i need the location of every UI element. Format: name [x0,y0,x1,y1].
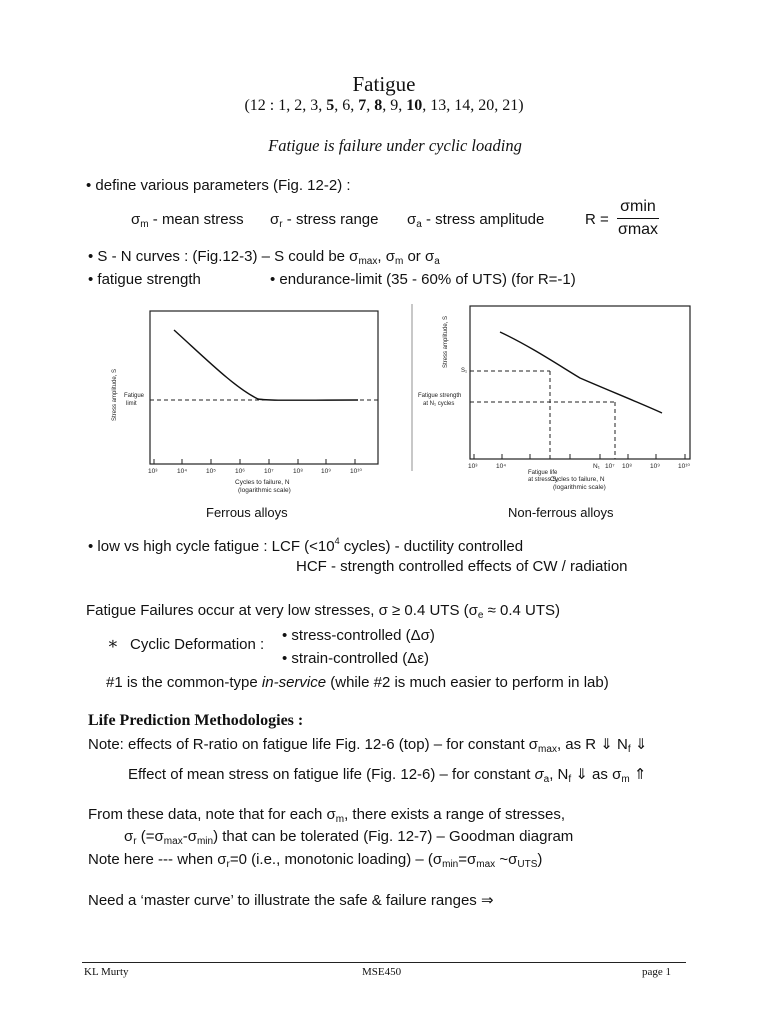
ferrous-limit-label-1: Fatigue [124,393,145,399]
from-data-line: From these data, note that for each $\sigma_m$, there exists a range of stresses, [88,806,566,825]
nonferrous-life-label-2: at stress S₁ [528,477,559,483]
life-prediction-heading: Life Prediction Methodologies : [88,712,304,729]
hcf-line: HCF - strength controlled effects of CW / radiation [296,558,628,575]
nonferrous-tick-5: 10⁸ [622,463,632,470]
fatigue-failures-line: Fatigue Failures occur at very low stresses, σ ≥ 0.4 UTS ($\sigma_e \approx 0.4$ UTS) [86,602,561,621]
cyclic-deformation-label: Cyclic Deformation : [130,636,265,653]
footer-rule [82,962,686,963]
nonferrous-n1-label: N₁ [593,463,600,470]
effect-mean-stress: Effect of mean stress on fatigue life (Fig. 12-6) – for constant $\sigma_a$, $N_f$ ⇓ as $\sigma_m$ ⇑ [128,766,647,785]
ferrous-tick-3: 10⁶ [235,468,245,475]
ferrous-limit-label-2: limit [126,401,137,407]
bullet-lcf: • low vs high cycle fatigue : LCF ($<10^4$ cycles) - ductility controlled [88,536,524,555]
r-ratio-numerator: σmin [620,198,656,215]
ferrous-tick-7: 10¹⁰ [350,468,363,475]
caption-ferrous: Ferrous alloys [206,505,288,520]
bullet-sn-curves: • S - N curves : (Fig.12-3) – S could be $\sigma_{max}$, $\sigma_m$ or $\sigma_a$ [88,248,440,267]
nonferrous-strength-label-1: Fatigue strength [418,393,462,399]
r-ratio-denominator: σmax [617,221,659,238]
nonferrous-tick-7: 10¹⁰ [678,463,691,470]
caption-nonferrous: Non-ferrous alloys [508,505,614,520]
nonferrous-ticks [474,454,685,459]
common-type-line: #1 is the common-type in-service (while #2 is much easier to perform in lab) [106,674,609,691]
bullet-define: • define various parameters (Fig. 12-2) : [86,177,351,194]
nonferrous-strength-label-2: at N₁ cycles [423,401,455,407]
tagline: Fatigue is failure under cyclic loading [268,136,522,155]
r-ratio-fraction [617,198,659,239]
ferrous-tick-0: 10³ [148,468,158,475]
param-mean-stress: $\sigma_m$ - mean stress [131,211,244,230]
ferrous-ticks [154,459,355,464]
param-stress-range: $\sigma_r$ - stress range [270,211,379,230]
nonferrous-tick-4: 10⁷ [605,463,615,470]
master-curve-line: Need a ‘master curve’ to illustrate the safe & failure ranges ⇒ [88,892,494,909]
bullet-endurance-limit: • endurance-limit (35 - 60% of UTS) (for R=-1) [270,271,576,288]
ferrous-plot-frame [150,311,378,464]
strain-controlled-option: • strain-controlled (Δε) [282,650,429,667]
note-r-ratio: Note: effects of R-ratio on fatigue life Fig. 12-6 (top) – for constant $\sigma_{max}$, as R ⇓ $N_f$ ⇓ [88,736,648,755]
nonferrous-tick-0: 10³ [468,463,478,470]
sigma-r-line: $\sigma_r$ $(=\sigma_{max}-\sigma_{min})$ that can be tolerated (Fig. 12-7) – Goodman diagram [124,828,574,847]
ferrous-xlabel-1: Cycles to failure, N [235,479,290,486]
stress-controlled-option: • stress-controlled (Δσ) [282,627,435,644]
nonferrous-xlabel-2: (logarithmic scale) [553,484,606,491]
ferrous-ylabel: Stress amplitude, S [112,368,118,421]
ferrous-xlabel-2: (logarithmic scale) [238,487,291,494]
nonferrous-s1-label: S₁ [461,368,468,374]
ferrous-tick-4: 10⁷ [264,468,274,475]
footer-author: KL Murty [84,966,129,978]
sn-figures [100,296,700,526]
nonferrous-life-label-1: Fatigue life [528,470,558,476]
nonferrous-tick-1: 10⁴ [496,463,507,470]
nonferrous-tick-6: 10⁹ [650,463,661,470]
footer-course: MSE450 [362,966,402,978]
chapter-references: (12 : 1, 2, 3, 5, 6, 7, 8, 9, 10, 13, 14, 20, 21) [244,97,524,114]
nonferrous-plot-frame [470,306,690,459]
footer-page: page 1 [642,966,672,978]
nonferrous-xlabel-1: Cycles to failure, N [550,476,605,483]
nonferrous-sn-curve [500,332,662,413]
page-title: Fatigue [352,72,416,96]
ferrous-sn-curve [174,330,358,400]
ferrous-tick-6: 10⁹ [321,468,332,475]
ferrous-tick-5: 10⁸ [293,468,303,475]
r-ratio-label: R = [585,211,609,228]
nonferrous-ylabel: Stress amplitude, S [443,315,449,368]
star-bullet: ∗ [107,634,119,653]
param-stress-amplitude: $\sigma_a$ - stress amplitude [407,211,545,230]
ferrous-tick-2: 10⁵ [206,468,216,475]
ferrous-tick-1: 10⁴ [177,468,188,475]
bullet-fatigue-strength: • fatigue strength [88,271,201,288]
note-here-line: Note here --- when $\sigma_r=0$ (i.e., monotonic loading) – ($\sigma_{min}=\sigma_{max}$ $\sim\sigma_{UTS}$) [88,851,543,870]
